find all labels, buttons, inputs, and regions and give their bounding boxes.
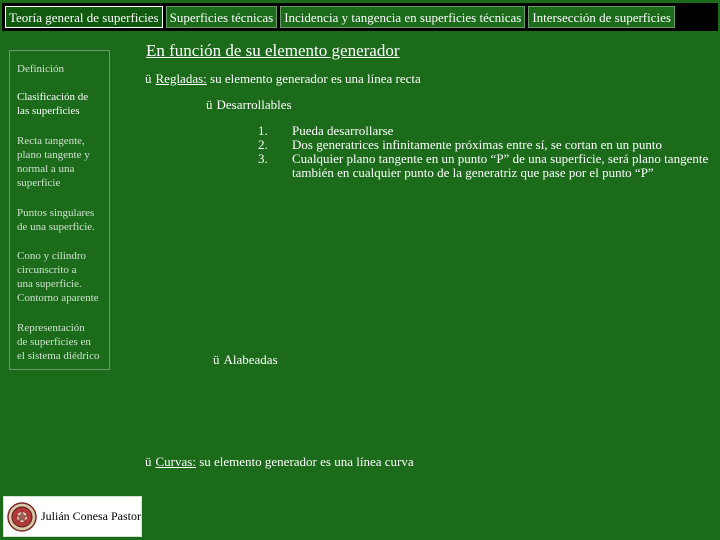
list-item-number: 3. xyxy=(258,151,268,166)
curvas-key: Curvas: xyxy=(155,454,196,469)
curvas-text: su elemento generador es una línea curva xyxy=(199,454,414,469)
list-item xyxy=(250,138,712,152)
desarrollables-label: Desarrollables xyxy=(216,97,292,112)
author-card xyxy=(3,496,142,537)
sidebar-item-representacion[interactable]: Representación de superficies en el sistema diédrico xyxy=(17,322,100,362)
bullet-regladas xyxy=(145,71,421,87)
list-item-number: 1. xyxy=(258,123,268,138)
university-seal-icon xyxy=(7,502,37,532)
tab-bar xyxy=(2,3,718,31)
tab-teoria-general[interactable]: Teoría general de superficies xyxy=(5,6,163,28)
sidebar-item-recta-tangente[interactable]: Recta tangente, plano tangente y normal a una superficie xyxy=(17,135,90,189)
tab-superficies-tecnicas[interactable]: Superficies técnicas xyxy=(166,6,278,28)
list-item-number: 2. xyxy=(258,137,268,152)
bullet-alabeadas xyxy=(213,352,278,368)
list-item xyxy=(250,152,712,180)
regladas-key: Regladas: xyxy=(155,71,207,86)
list-item xyxy=(250,124,712,138)
list-item-text: Cualquier plano tangente en un punto “P” de una superficie, será plano tangente también en cualquier punto de la generatriz que pase por el punto “P” xyxy=(292,151,709,180)
author-name: Julián Conesa Pastor xyxy=(41,509,141,523)
sidebar-item-cono-cilindro[interactable]: Cono y cilindro circunscrito a una superficie. Contorno aparente xyxy=(17,250,99,304)
check-icon: ü xyxy=(145,454,152,469)
page-title: En función de su elemento generador xyxy=(146,41,400,60)
check-icon: ü xyxy=(206,97,213,112)
check-icon: ü xyxy=(213,352,220,367)
bullet-desarrollables xyxy=(206,97,292,113)
numbered-list xyxy=(250,124,712,180)
sidebar-item-clasificacion[interactable]: Clasificación de las superficies xyxy=(17,91,89,117)
tab-incidencia-tangencia[interactable]: Incidencia y tangencia en superficies técnicas xyxy=(280,6,525,28)
list-item-text: Pueda desarrollarse xyxy=(292,123,394,138)
sidebar-item-puntos-singulares[interactable]: Puntos singulares de una superficie. xyxy=(17,207,95,233)
check-icon: ü xyxy=(145,71,152,86)
tab-interseccion[interactable]: Intersección de superficies xyxy=(528,6,675,28)
list-item-text: Dos generatrices infinitamente próximas entre sí, se cortan en un punto xyxy=(292,137,663,152)
bullet-curvas xyxy=(145,454,414,470)
sidebar-item-definicion[interactable]: Definición xyxy=(17,63,65,75)
alabeadas-label: Alabeadas xyxy=(223,352,278,367)
sidebar xyxy=(9,50,110,370)
regladas-text: su elemento generador es una línea recta xyxy=(210,71,421,86)
